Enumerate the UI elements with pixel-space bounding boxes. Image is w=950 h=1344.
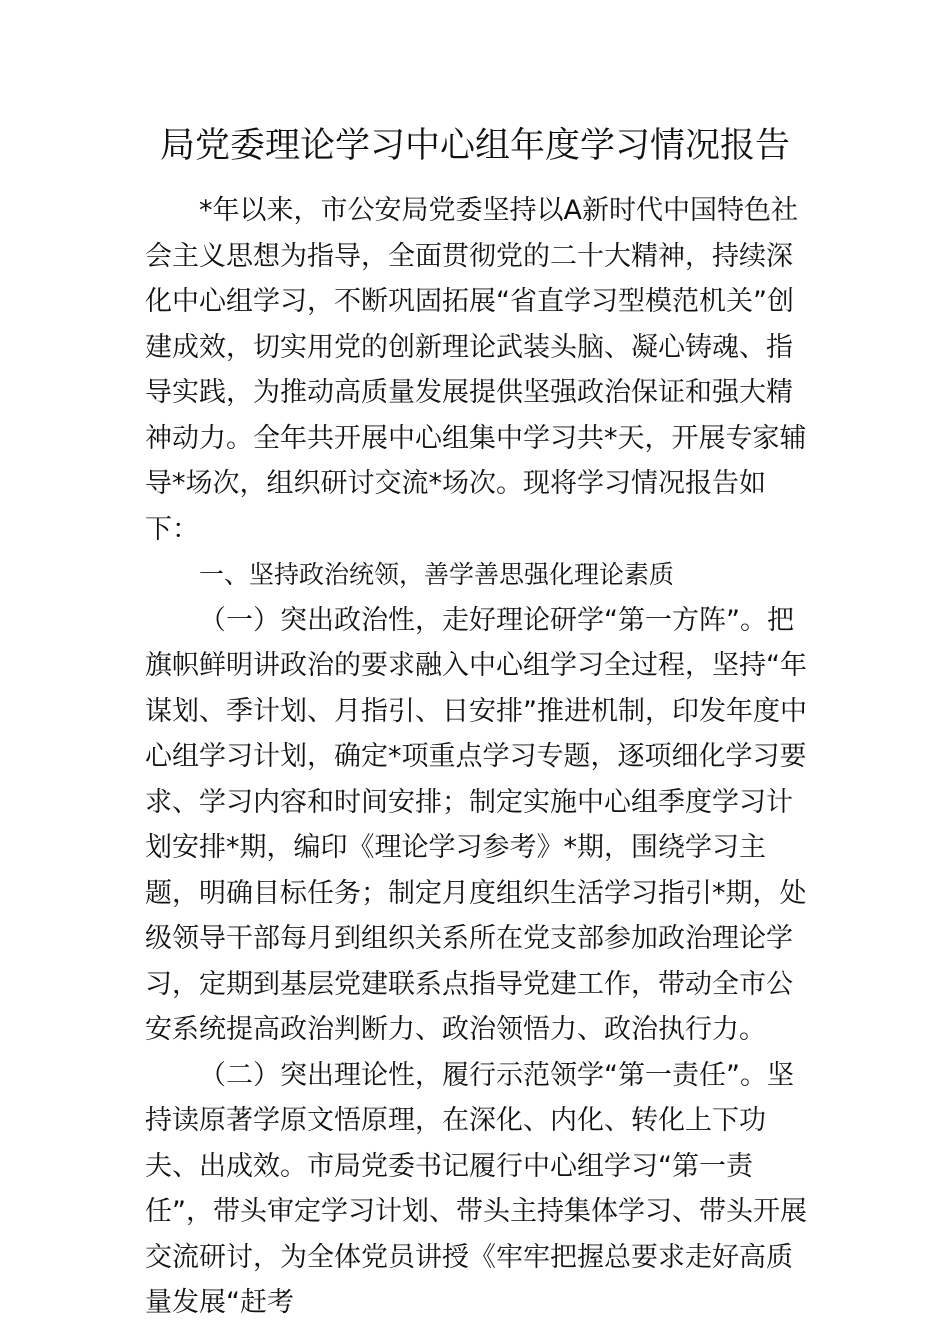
paragraph-2: （二）突出理论性，履行示范领学“第一责任”。坚持读原著学原文悟原理，在深化、内化、转化上下功夫、出成效。市局党委书记履行中心组学习“第一责任”，带头审定学习计划、带头主持集体学习、带头开展交流研讨，为全体党员讲授《牢牢把握总要求走好高质量发展“赶考 — [145, 1059, 807, 1318]
document-body — [145, 188, 810, 1326]
intro-paragraph: *年以来，市公安局党委坚持以A新时代中国特色社会主义思想为指导，全面贯彻党的二十大精神，持续深化中心组学习，不断巩固拓展“省直学习型模范机关”创建成效，切实用党的创新理论武装头脑、凝心铸魂、指导实践，为推动高质量发展提供坚强政治保证和强大精神动力。全年共开展中心组集中学习共*天，开展专家辅导*场次，组织研讨交流*场次。现将学习情况报告如下： — [145, 195, 807, 545]
paragraph-1: （一）突出政治性，走好理论研学“第一方阵”。把旗帜鲜明讲政治的要求融入中心组学习全过程，坚持“年谋划、季计划、月指引、日安排”推进机制，印发年度中心组学习计划，确定*项重点学习专题，逐项细化学习要求、学习内容和时间安排；制定实施中心组季度学习计划安排*期，编印《理论学习参考》*期，围绕学习主题，明确目标任务；制定月度组织生活学习指引*期，处级领导干部每月到组织关系所在党支部参加政治理论学习，定期到基层党建联系点指导党建工作，带动全市公安系统提高政治判断力、政治领悟力、政治执行力。 — [145, 604, 807, 1045]
section-heading-1: 一、坚持政治统领，善学善思强化理论素质 — [199, 560, 675, 589]
document-title: 局党委理论学习中心组年度学习情况报告 — [159, 126, 790, 166]
